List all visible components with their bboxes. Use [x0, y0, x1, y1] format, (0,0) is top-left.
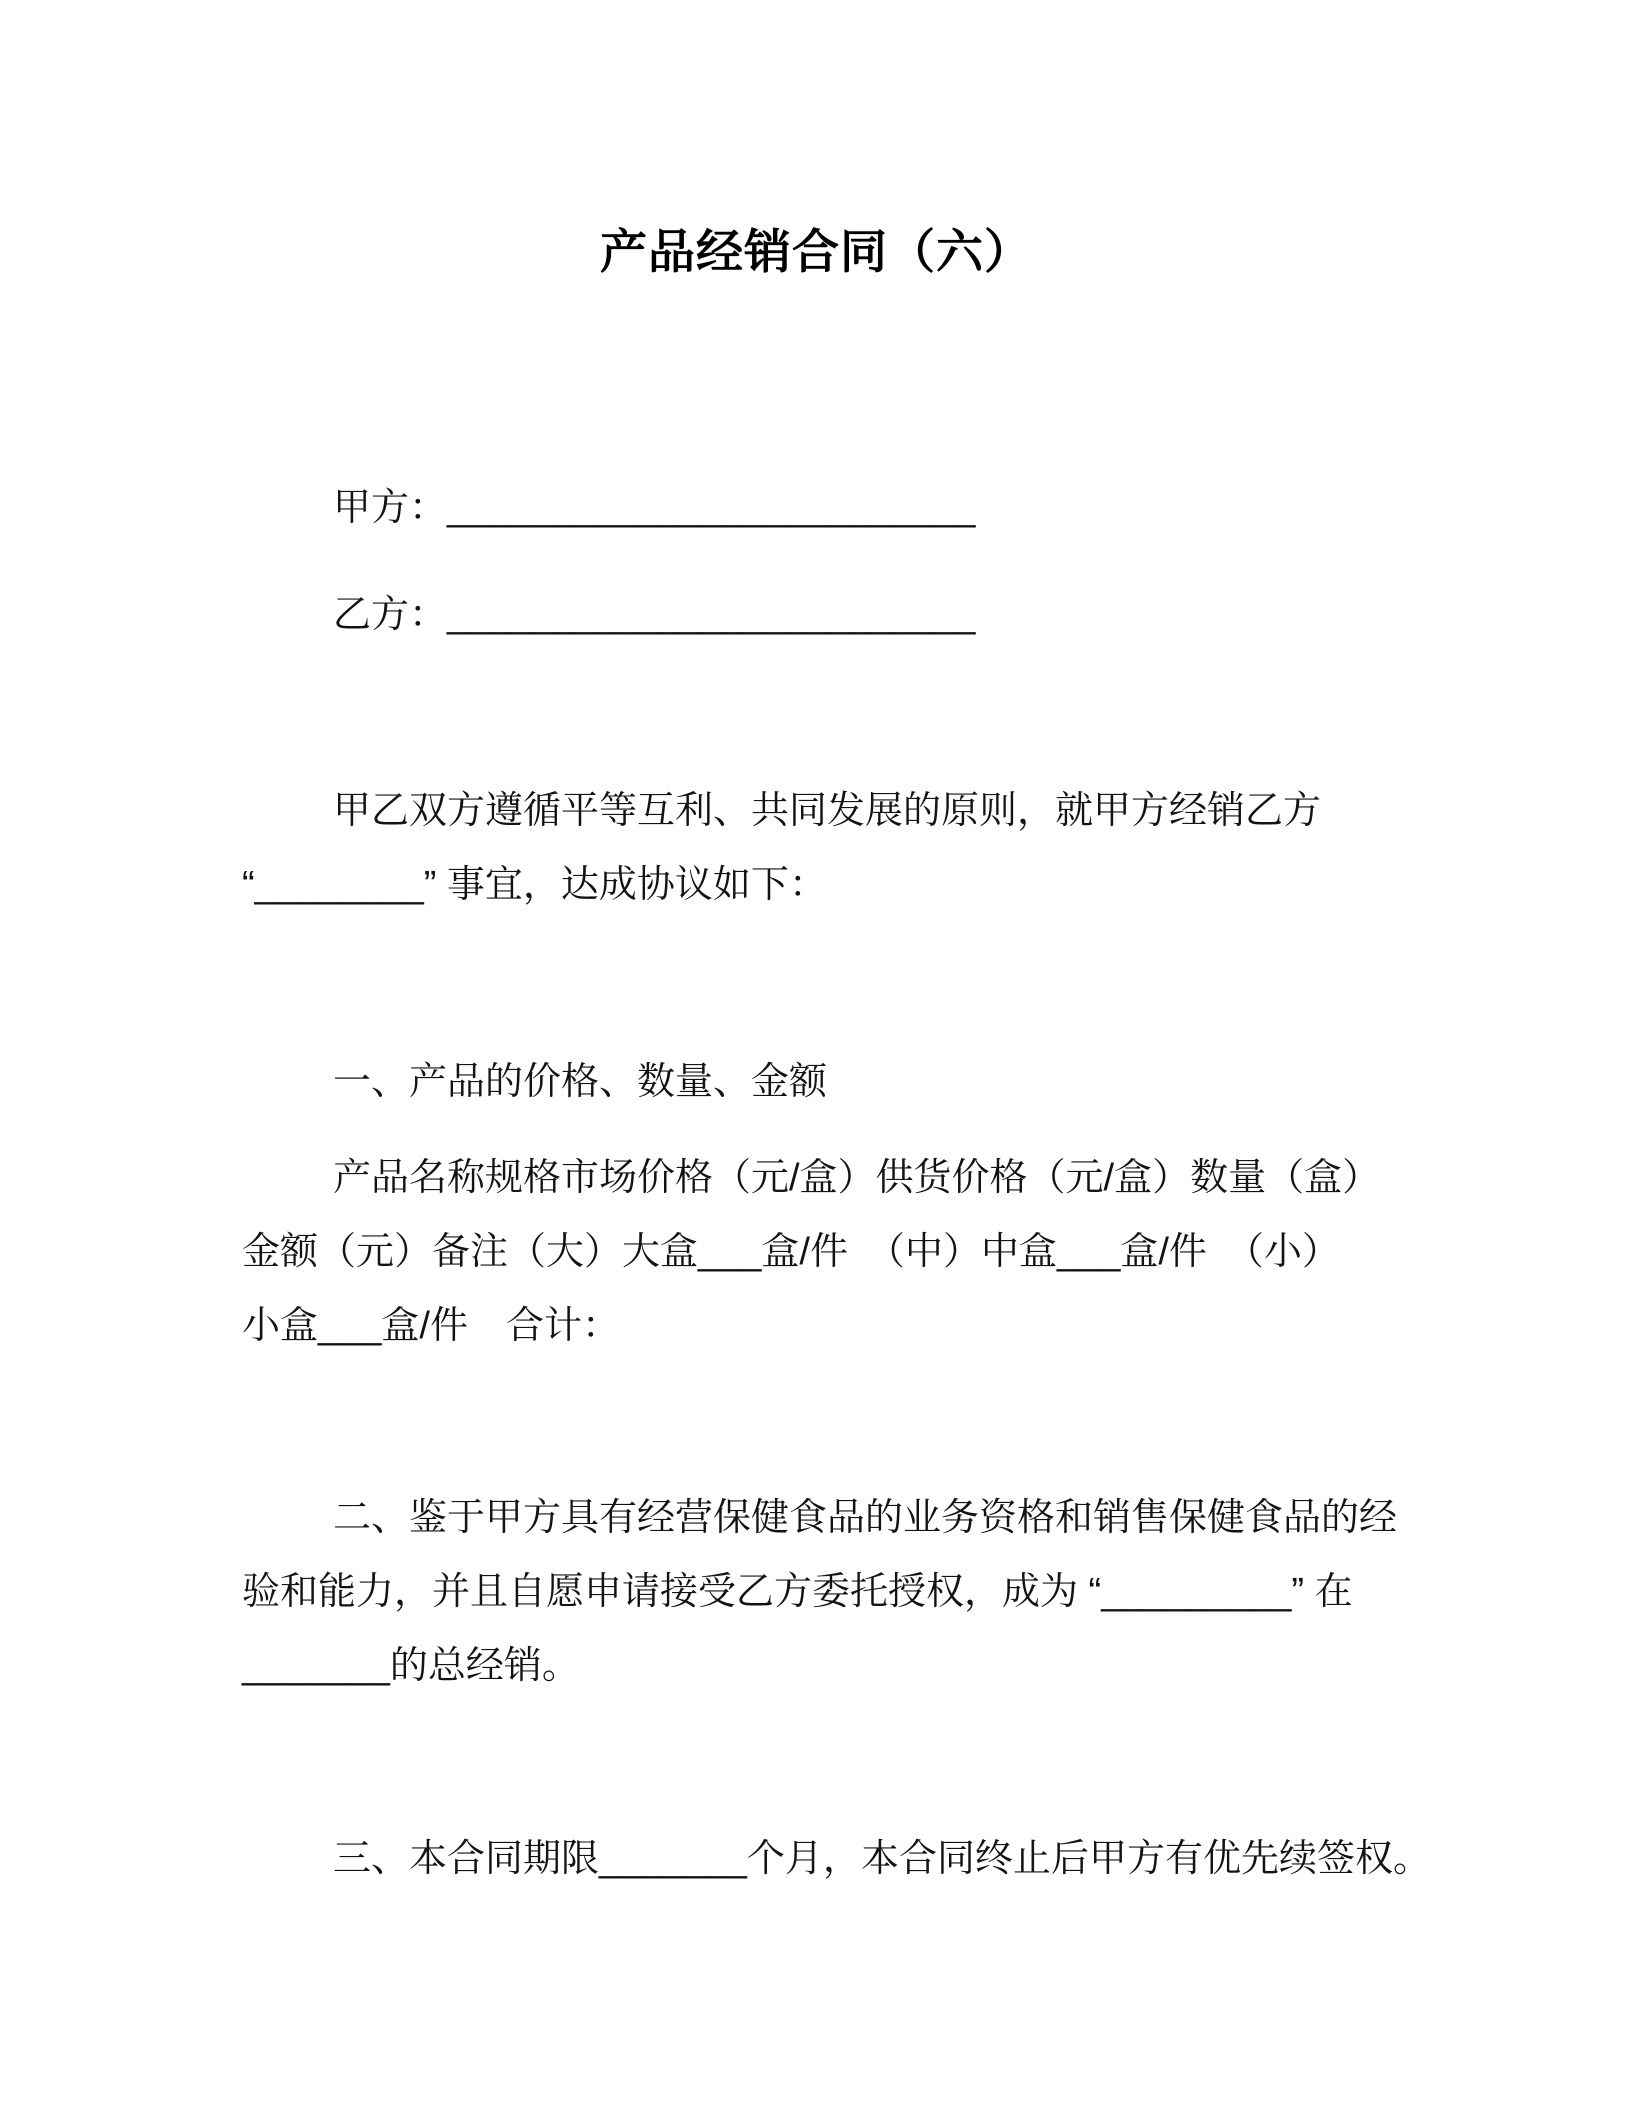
- party-a-field: 甲方：_________________________: [333, 487, 976, 529]
- section-three-line-1: 三、本合同期限_______个月，本合同终止后甲方有优先续签权。: [333, 1838, 1431, 1880]
- section-two-line-3: _______的总经销。: [242, 1645, 580, 1687]
- intro-paragraph: [242, 774, 1390, 922]
- party-fields: [242, 471, 1390, 652]
- section-one-line-1: 产品名称规格市场价格（元/盒）供货价格（元/盒）数量（盒）: [333, 1157, 1381, 1199]
- section-two-line-1: 二、鉴于甲方具有经营保健食品的业务资格和销售保健食品的经: [333, 1497, 1398, 1539]
- contract-title: 产品经销合同（六）: [600, 225, 1032, 278]
- intro-line-2: “________” 事宜，达成协议如下：: [242, 864, 827, 906]
- section-one-line-2: 金额（元）备注（大）大盒___盒/件 （中）中盒___盒/件 （小）: [242, 1231, 1340, 1273]
- section-three-paragraph: [242, 1822, 1431, 1896]
- section-two-line-2: 验和能力，并且自愿申请接受乙方委托授权，成为 “_________” 在: [242, 1571, 1353, 1613]
- section-one-heading-block: [242, 1045, 1390, 1119]
- section-one-paragraph: [242, 1141, 1390, 1363]
- section-one-heading: 一、产品的价格、数量、金额: [333, 1061, 828, 1103]
- section-two-paragraph: [242, 1481, 1398, 1703]
- section-one-line-3: 小盒___盒/件 合计：: [242, 1305, 620, 1347]
- intro-line-1: 甲乙双方遵循平等互利、共同发展的原则，就甲方经销乙方: [333, 790, 1322, 832]
- party-b-field: 乙方：_________________________: [333, 594, 976, 636]
